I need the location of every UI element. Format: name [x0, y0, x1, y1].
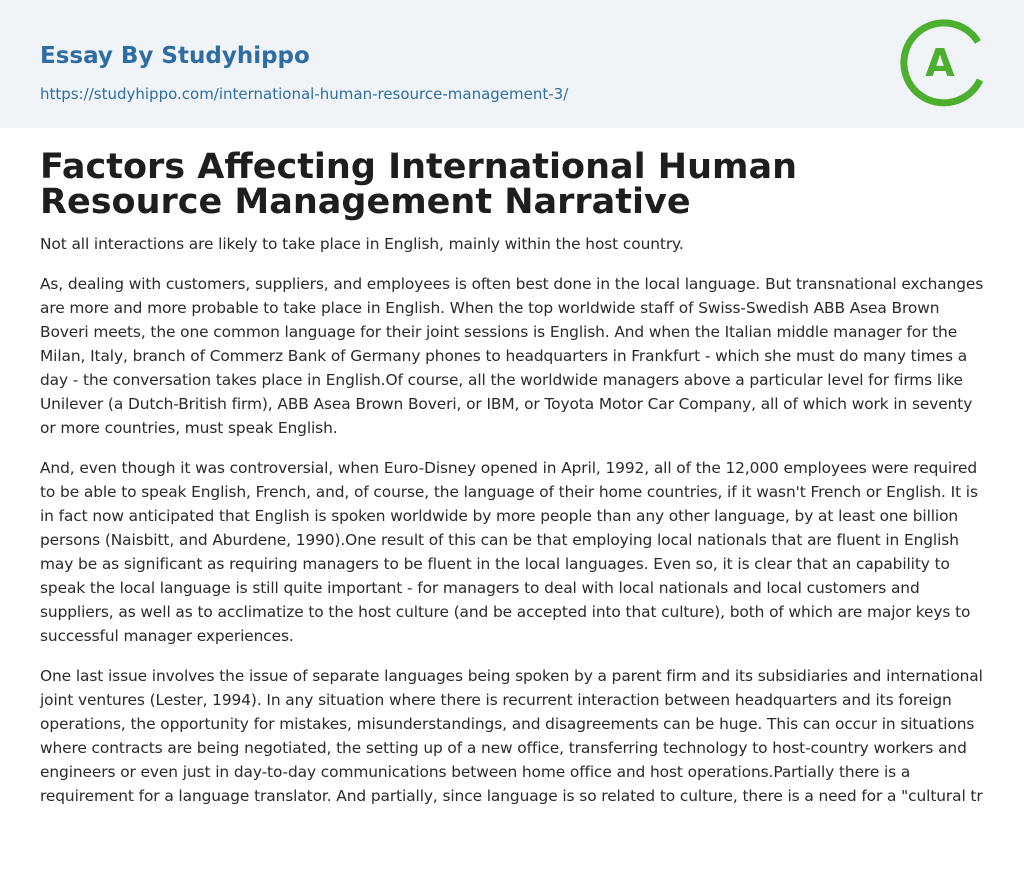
- brand-title[interactable]: Essay By Studyhippo: [40, 43, 310, 69]
- paragraph-2: As, dealing with customers, suppliers, and employees is often best done in the local language. But transnational exchanges are more and more probable to take place in English. When the top worldwide staff of Swiss-Swedish ABB Asea Brown Boveri meets, the one common language for their joint sessions is English. And when the Italian middle manager for the Milan, Italy, branch of Commerz Bank of Germany phones to headquarters in Frankfurt - which she must do many times a day - the conversation takes place in English.Of course, all the worldwide managers above a particular level for firms like Unilever (a Dutch-British firm), ABB Asea Brown Boveri, or IBM, or Toyota Motor Car Company, all of which work in seventy or more countries, must speak English.: [40, 275, 984, 437]
- paragraph-3: And, even though it was controversial, when Euro-Disney opened in April, 1992, all of the 12,000 employees were required to be able to speak English, French, and, of course, the language of their home countries, if it wasn't French or English. It is in fact now anticipated that English is spoken worldwide by more people than any other language, by at least one billion persons (Naisbitt, and Aburdene, 1990).One result of this can be that employing local nationals that are fluent in English may be as significant as requiring managers to be fluent in the local languages. Even so, it is clear that an capability to speak the local language is still quite important - for managers to deal with local nationals and local customers and suppliers, as well as to acclimatize to the host culture (and be accepted into that culture), both of which are major keys to successful manager experiences.: [40, 459, 978, 645]
- page-header: [0, 0, 1024, 128]
- logo-letter: A: [925, 41, 955, 85]
- paragraph-4: One last issue involves the issue of separate languages being spoken by a parent firm and its subsidiaries and international joint ventures (Lester, 1994). In any situation where there is recurrent interaction between headquarters and its foreign operations, the opportunity for mistakes, misunderstandings, and disagreements can be huge. This can occur in situations where contracts are being negotiated, the setting up of a new office, transferring technology to host-country workers and engineers or even just in day-to-day communications between home office and host operations.Partially there is a requirement for a language translator. And partially, since language is so related to culture, there is a need for a "cultural tr: [40, 667, 983, 805]
- studyhippo-logo-icon[interactable]: [900, 18, 990, 108]
- article-title: Factors Affecting International Human Resource Management Narrative: [40, 147, 797, 222]
- article-url-link[interactable]: https://studyhippo.com/international-human-resource-management-3/: [40, 85, 569, 103]
- logo-ring-icon: [900, 18, 990, 108]
- article-body: [0, 128, 1024, 808]
- paragraph-1: Not all interactions are likely to take place in English, mainly within the host country.: [40, 235, 684, 253]
